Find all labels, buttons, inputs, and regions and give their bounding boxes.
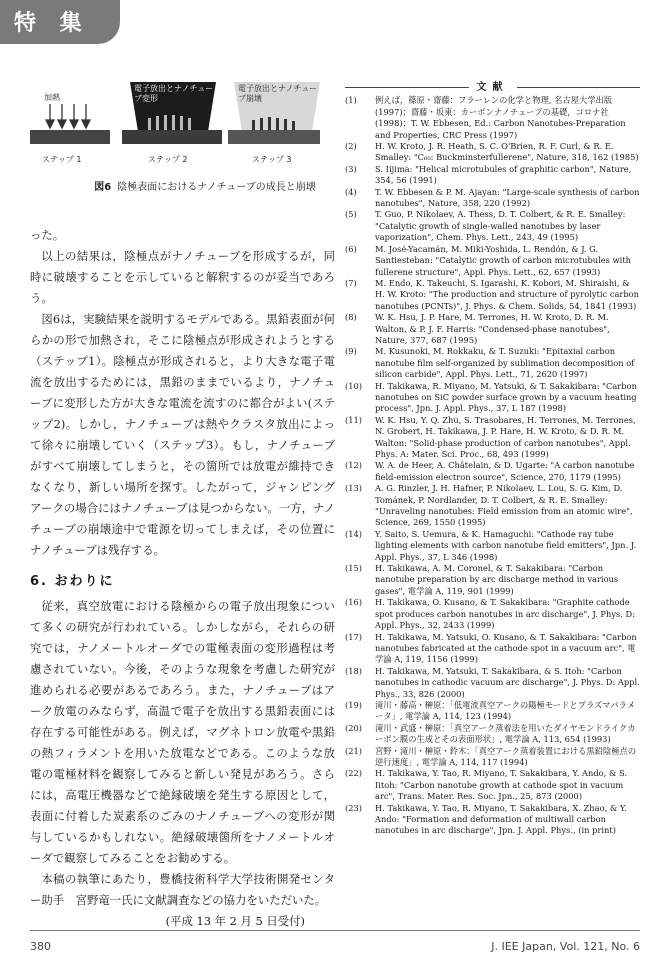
reference-number: (18)	[345, 665, 363, 676]
reference-item	[345, 164, 640, 187]
reference-text: M. José-Yacamán, M. Miki-Yoshida, L. Rendón, & J. G. Santiesteban: "Catalytic growth of carbon microtubules with fullerene structure", Appl. Phys. Lett., 62, 657 (1993)	[375, 243, 632, 277]
reference-number: (19)	[345, 699, 363, 710]
reference-number: (17)	[345, 631, 363, 642]
reference-item	[345, 483, 640, 529]
reference-item	[345, 768, 640, 802]
reference-number: (9)	[345, 346, 357, 357]
reference-number: (3)	[345, 163, 357, 174]
figure-step3-label: ステップ 3	[252, 155, 292, 164]
figure-label-heat: 加熱	[44, 93, 60, 102]
references-rule-left	[345, 87, 469, 88]
reference-text: H. Takikawa, M. Yatsuki, O. Kusano, & T. Sakakibara: "Carbon nanotubes fabricated at the cathode spot in a vacuum arc", 電学論 A, 119, 1156 (1999)	[375, 631, 637, 665]
reference-item	[345, 95, 640, 141]
reference-text: T. Guo, P. Nikolaev, A. Thess, D. T. Colbert, & R. E. Smalley: "Catalytic growth of single-walled nanotubes by laser vaporization", Chem. Phys. Lett., 243, 49 (1995)	[375, 209, 626, 243]
reference-item	[345, 460, 640, 483]
reference-item	[345, 415, 640, 461]
reference-text: H. Takikawa, M. Yatsuki, T. Sakakibara, & S. Itoh: "Carbon nanotubes in cathodic vacuum arc discharge", J. Phys. D: Appl. Phys., 33, 826 (2000)	[375, 665, 640, 699]
section-heading: 6. おわりに	[30, 574, 115, 589]
body-paragraph: 図6は，実験結果を説明するモデルである。黒鉛表面が何らかの形で加熱され，そこに陰極点が形成されようとする（ステップ1）。陰極点が形成されると，より大きな電子電流を放出するためには，黒鉛のままでいるより，ナノチューブに変形した方が大きな電流を流すのに都合がよい(ステップ2)。しかし，ナノチューブは熱やクラスタ放出によって徐々に崩壊していく（ステップ3）。もし，ナノチューブがすべて崩壊してしまうと，その箇所では放電が維持できなくなり，新しい場所を探す。したがって，ジャンピングアークの場合にはナノチューブは見つからない。一方，ナノチューブの崩壊途中で電源を切ってしまえば，その位置にナノチューブは残存する。	[30, 312, 335, 557]
references-heading-label: 文献	[476, 82, 509, 93]
reference-number: (8)	[345, 312, 357, 323]
body-paragraph: った。	[30, 228, 65, 242]
reference-number: (21)	[345, 745, 363, 756]
reference-item	[345, 312, 640, 346]
section-tab	[0, 0, 120, 44]
reference-number: (15)	[345, 563, 363, 574]
reference-text: A. G. Rinzler, J. H. Hafner, P. Nikolaev, L. Lou, S. G. Kim, D. Tománek, P. Nordlander, D. T. Colbert, & R. E. Smalley: "Unraveling nanotubes: Field emission from an atomic wire", Science, 269, 1550 (1995)	[375, 483, 633, 528]
reference-text: H. Takikawa, R. Miyano, M. Yatsuki, & T. Sakakibara: "Carbon nanotubes on SiC powder surface grown by a vacuum heating process", Jpn. J. Appl. Phys., 37, L 187 (1998)	[375, 380, 637, 414]
reference-item	[345, 141, 640, 164]
references-rule-right	[517, 87, 641, 88]
reference-item	[345, 346, 640, 380]
reference-text: H. Takikawa, A. M. Coronel, & T. Sakakibara: "Carbon nanotube preparation by arc discharge method in various gases", 電学論 A, 119, 901 (1999)	[375, 563, 619, 596]
reference-text: H. Takikawa, Y. Tao, R. Miyano, T. Sakakibara, X. Zhao, & Y. Ando: "Formation and deformation of multiwall carbon nanotubes in arc discharge", Jpn. J. Appl. Phys., (in print)	[375, 802, 627, 836]
body-paragraph: 以上の結果は，陰極点がナノチューブを形成するが，同時に破壊することを示していると解釈するのが妥当であろう。	[30, 249, 335, 305]
references-column	[345, 82, 640, 837]
reference-number: (12)	[345, 460, 363, 471]
reference-number: (6)	[345, 243, 357, 254]
journal-citation: J. IEE Japan, Vol. 121, No. 6	[491, 940, 640, 953]
reference-text: 例えば，篠原・齋藤：フラーレンの化学と物理, 名古屋大学出版 (1997)；齋藤・坂東：カーボンナノチューブの基礎，コロナ社 (1998)；T. W. Ebbesen, Ed.: Carbon Nanotubes-Preparation and Properties, CRC Press (1997)	[375, 95, 626, 140]
reference-item	[345, 381, 640, 415]
reference-item	[345, 803, 640, 837]
figure-label-step2: 電子放出とナノチューブ変形	[134, 84, 214, 103]
heat-arrows	[46, 104, 90, 128]
reference-item	[345, 666, 640, 700]
body-paragraph: 本稿の執筆にあたり，豊橋技術科学大学技術開発センター助手 宮野竜一氏に文献調査などの協力をいただいた。	[30, 872, 335, 907]
graphite-surface-step2	[122, 130, 222, 144]
reference-text: T. W. Ebbesen & P. M. Ajayan: "Large-scale synthesis of carbon nanotubes", Nature, 358, 220 (1992)	[375, 186, 640, 209]
figure-caption	[60, 178, 350, 193]
figure-6	[30, 82, 320, 214]
reference-text: 滝川・藤高・榊原：「低電流真空アークの陽極モードとプラズマパラメータ」, 電学論 A, 114, 123 (1994)	[375, 699, 636, 722]
page-number: 380	[30, 940, 51, 953]
footer-rule	[30, 930, 640, 931]
figure-step1-label: ステップ 1	[42, 155, 82, 164]
reference-text: H. Takikawa, Y. Tao, R. Miyano, T. Sakakibara, Y. Ando, & S. Iitoh: "Carbon nanotube growth at cathode spot in vacuum arc", Trans. Mater. Res. Soc. Jpn., 25, 873 (2000)	[375, 768, 627, 802]
reference-number: (11)	[345, 414, 363, 425]
graphite-surface-step1	[30, 130, 110, 144]
body-paragraph: 従来，真空放電における陰極からの電子放出現象について多くの研究が行われている。しかしながら，それらの研究では，ナノメートルオーダでの電極表面の変形過程は考慮されていない。今後，そのような現象を考慮した研究が進められる必要があるであろう。また，ナノチューブはアーク放電のみならず，高温で電子を放出する黒鉛表面には存在する可能性がある。例えば，マグネトロン放電や黒鉛の熱フィラメントを用いた放電などである。このような放電の電極材料を観察してみると新しい発見があろう。さらには，高電圧機器などで絶縁破壊を発生する原因として，表面に付着した炭素系のごみのナノチューブへの変形が関与しているかもしれない。絶縁破壊箇所をナノメートルオーダで観察してみることをお勧めする。	[30, 599, 335, 865]
references-heading	[345, 82, 640, 93]
reference-item	[345, 529, 640, 563]
reference-text: S. Iijima: "Helical microtubules of graphitic carbon", Nature, 354, 56 (1991)	[375, 163, 632, 186]
reference-number: (7)	[345, 277, 357, 288]
reference-text: W. A. de Heer, A. Châtelain, & D. Ugarte: "A carbon nanotube field-emission electron source", Science, 270, 1179 (1995)	[375, 460, 635, 482]
body-text-column	[30, 225, 335, 932]
reference-text: 滝川・武盛・榊原：「真空アーク蒸着法を用いたダイヤモンドライクカーボン膜の生成とその表面形状」, 電学論 A, 113, 654 (1993)	[375, 722, 636, 745]
reference-text: W. K. Hsu, J. P. Hare, M. Terrones, H. W. Kroto, D. R. M. Walton, & P. J. F. Harris: "Condensed-phase nanotubes", Nature, 377, 687 (1995)	[375, 312, 610, 345]
reference-text: M. Endo, K. Takeuchi, S. Igarashi, K. Kobori, M. Shiraishi, & H. W. Kroto: "The production and structure of pyrolytic carbon nanotubes (PCNTs)", J. Phys. & Chem. Solids, 54, 1841 (1993)	[375, 277, 640, 311]
reference-item	[345, 632, 640, 666]
reference-item	[345, 244, 640, 278]
figure-step2-label: ステップ 2	[148, 155, 188, 164]
reference-text: M. Kusunoki, M. Rokkaku, & T. Suzuki: "Epitaxial carbon nanotube film self-organized by sublimation decomposition of silicon carbide", Appl. Phys. Lett., 71, 2620 (1997)	[375, 346, 635, 380]
reference-list	[345, 95, 640, 836]
reference-number: (5)	[345, 209, 357, 220]
reference-number: (16)	[345, 597, 363, 608]
reference-number: (1)	[345, 95, 357, 106]
graphite-surface-step3	[228, 130, 320, 144]
figure-caption-text: 陰極表面におけるナノチューブの成長と崩壊	[117, 182, 316, 193]
reference-number: (14)	[345, 528, 363, 539]
figure-caption-number: 図6	[94, 182, 112, 193]
reference-item	[345, 563, 640, 597]
reference-item	[345, 746, 640, 769]
reference-text: W. K. Hsu, Y. Q. Zhu, S. Trasobares, H. Terrones, M. Terrones, N. Grobert, H. Takikawa, J. P. Hare, H. W. Kroto, & D. R. M. Walton: "Solid-phase production of carbon nanotubes", Appl. Phys. A: Mater. Sci. Proc., 68, 493 (1999)	[375, 414, 636, 459]
reference-item	[345, 278, 640, 312]
reference-item	[345, 723, 640, 746]
reference-text: H. Takikawa, O. Kusano, & T. Sakakibara: "Graphite cathode spot produces carbon nanotubes in arc discharge", J. Phys. D: Appl. Phys., 32, 2433 (1999)	[375, 597, 636, 631]
reference-item	[345, 209, 640, 243]
reference-number: (20)	[345, 722, 363, 733]
reference-number: (22)	[345, 768, 363, 779]
reference-text: 宮野・滝川・榊原・鈴木：「真空アーク蒸着装置における黒鉛陰極点の逆行速度」, 電学論 A, 114, 117 (1994)	[375, 745, 637, 767]
reference-text: H. W. Kroto, J. R. Heath, S. C. O'Brien, R. F. Curl, & R. E. Smalley: "C₆₀: Buckminsterfullerene", Nature, 318, 162 (1985)	[375, 141, 639, 163]
received-date: (平成 13 年 2 月 5 日受付)	[165, 914, 305, 928]
reference-number: (2)	[345, 141, 357, 152]
reference-number: (13)	[345, 483, 363, 494]
reference-item	[345, 597, 640, 631]
reference-number: (23)	[345, 802, 363, 813]
reference-text: Y. Saito, S. Uemura, & K. Hamaguchi: "Cathode ray tube lighting elements with carbon nanotube field emitters", Jpn. J. Appl. Phys., 37, L 346 (1998)	[375, 528, 637, 562]
section-tab-label: 特 集	[14, 11, 90, 36]
reference-item	[345, 700, 640, 723]
reference-number: (4)	[345, 186, 357, 197]
reference-number: (10)	[345, 380, 363, 391]
reference-item	[345, 187, 640, 210]
figure-label-step3: 電子放出とナノチューブ崩壊	[238, 84, 318, 103]
